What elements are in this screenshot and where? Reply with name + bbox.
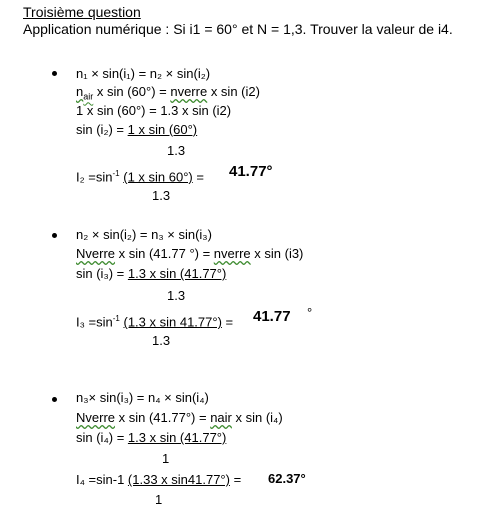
step1-i2-result: $I_2 =\sin^{-1}$ (1 x sin 60°) = — [76, 169, 204, 185]
step3-answer-denominator: 1 — [155, 492, 163, 507]
step2-answer: 41.77 — [253, 308, 291, 325]
problem-statement: Application numérique : Si i1 = 60° et N = 1,3. Trouver la valeur de i4. — [23, 21, 453, 37]
step1-denominator: 1.3 — [167, 143, 186, 158]
step2-sin-i3: sin (i₃) = 1.3 x sin (41.77°) — [76, 266, 227, 281]
step1-sin-i2: sin (i₂) = 1 x sin (60°) — [76, 122, 198, 137]
n-symbol: n — [76, 84, 84, 99]
step2-i3-result: $I_3 =\sin^{-1}$ (1.3 x sin 41.77°) = — [76, 314, 234, 330]
fraction-numerator: 1 x sin (60°) — [127, 122, 198, 137]
step3-snell-law: n₃× sin(i₃) = n₄ × sin(i₄) — [76, 390, 209, 405]
step1-snell-law: n₁ × sin(i₁) = n₂ × sin(i₂) — [76, 66, 211, 81]
bullet-step3 — [52, 397, 57, 402]
step2-snell-law: n₂ × sin(i₂) = n₃ × sin(i₃) — [76, 227, 212, 242]
air-subscript: air — [83, 91, 94, 102]
question-title: Troisième question — [23, 4, 141, 20]
step1-substitution: $n_{air}$ x sin (60°) = nverre x sin (i2) — [76, 84, 260, 102]
step2-degree: ° — [307, 305, 313, 320]
bullet-step1 — [52, 71, 57, 76]
step1-answer: 41.77° — [229, 163, 273, 180]
step2-denominator: 1.3 — [167, 288, 186, 303]
step1-numeric: 1 x sin (60°) = 1.3 x sin (i2) — [76, 103, 232, 118]
nverre-word: nverre — [170, 84, 208, 99]
step3-substitution: Nverre x sin (41.77°) = nair x sin (i₄) — [76, 410, 283, 425]
bullet-step2 — [52, 233, 57, 238]
step3-answer: 62.37° — [268, 471, 306, 486]
step3-sin-i4: sin (i₄) = 1.3 x sin (41.77°) — [76, 430, 227, 445]
step2-answer-denominator: 1.3 — [152, 333, 171, 348]
step2-substitution: Nverre x sin (41.77 °) = nverre x sin (i3) — [76, 246, 304, 261]
step3-i4-result: I₄ =sin-1 (1.33 x sin41.77°) = — [76, 472, 242, 487]
step3-denominator: 1 — [162, 451, 170, 466]
step1-answer-denominator: 1.3 — [152, 188, 171, 203]
